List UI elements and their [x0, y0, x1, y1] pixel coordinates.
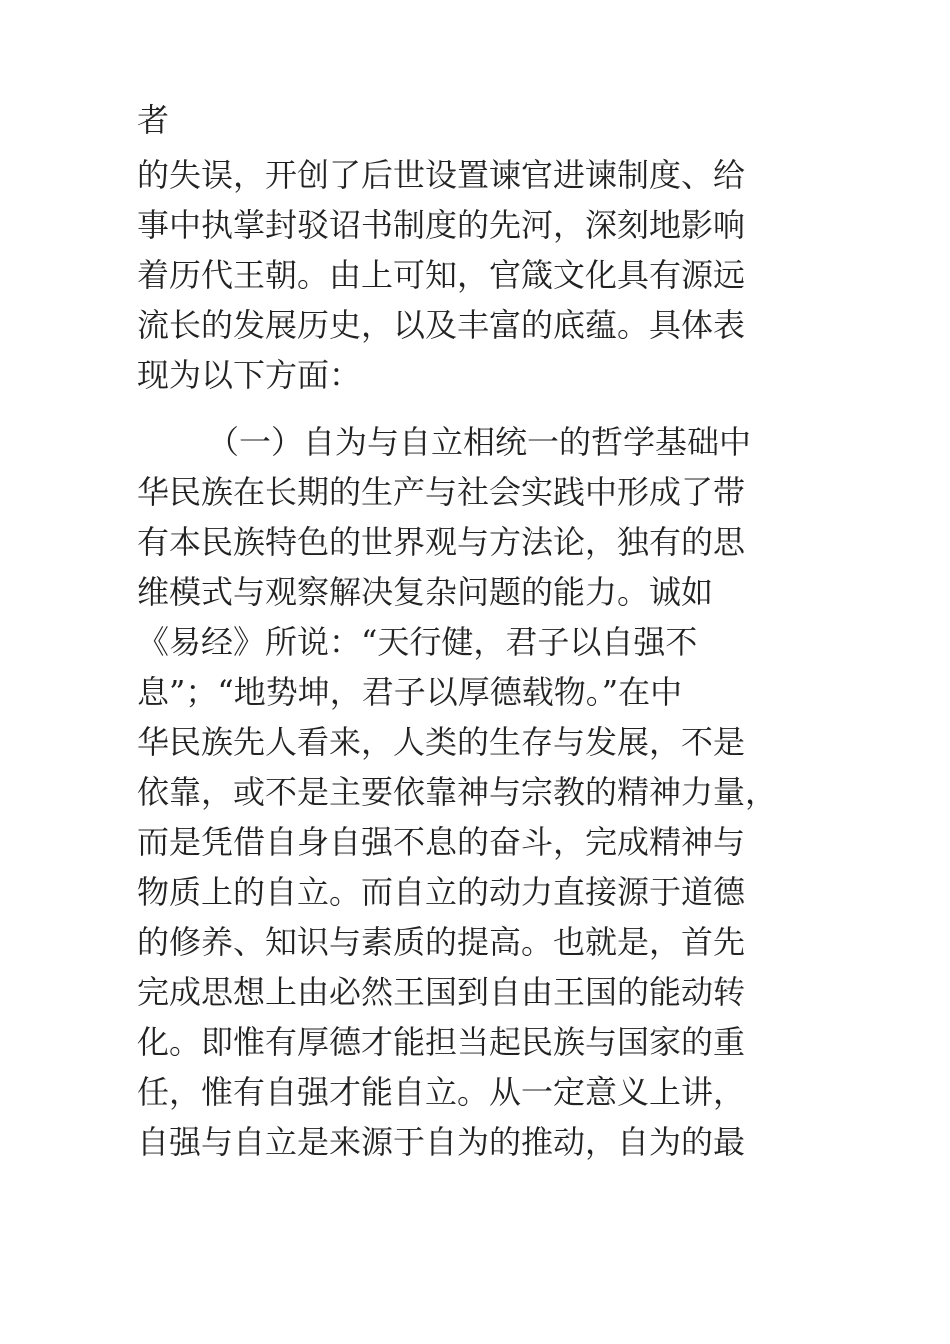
text-line: 者	[137, 101, 170, 139]
text-line: 的修养、知识与素质的提高。也就是，首先	[137, 923, 746, 961]
text-line: 有本民族特色的世界观与方法论，独有的思	[137, 523, 746, 561]
text-line: 着历代王朝。由上可知，官箴文化具有源远	[137, 256, 746, 294]
text-line: 维模式与观察解决复杂问题的能力。诚如	[137, 573, 714, 611]
section-heading-line: （一）自为与自立相统一的哲学基础中	[207, 423, 752, 461]
text-line: 华民族在长期的生产与社会实践中形成了带	[137, 473, 746, 511]
text-line: 化。即惟有厚德才能担当起民族与国家的重	[137, 1023, 746, 1061]
text-line: 息”；“地势坤，君子以厚德载物。”在中	[137, 673, 683, 711]
text-line: 华民族先人看来，人类的生存与发展，不是	[137, 723, 746, 761]
text-line: 自强与自立是来源于自为的推动，自为的最	[137, 1123, 746, 1161]
text-line: 物质上的自立。而自立的动力直接源于道德	[137, 873, 746, 911]
text-line: 依靠，或不是主要依靠神与宗教的精神力量，	[137, 773, 778, 811]
text-line: 的失误，开创了后世设置谏官进谏制度、给	[137, 156, 746, 194]
text-line: 完成思想上由必然王国到自由王国的能动转	[137, 973, 746, 1011]
text-line: 事中执掌封驳诏书制度的先河，深刻地影响	[137, 206, 746, 244]
text-line: 而是凭借自身自强不息的奋斗，完成精神与	[137, 823, 746, 861]
text-line: 流长的发展历史，以及丰富的底蕴。具体表	[137, 306, 746, 344]
text-line: 《易经》所说：“天行健，君子以自强不	[137, 623, 698, 661]
text-line: 现为以下方面：	[137, 356, 362, 394]
text-line: 任，惟有自强才能自立。从一定意义上讲，	[137, 1073, 746, 1111]
